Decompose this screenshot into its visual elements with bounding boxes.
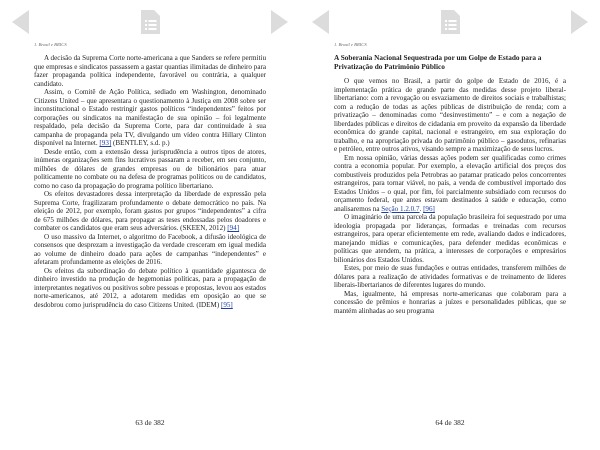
paragraph: Em nossa opinião, várias dessas ações podem ser qualificadas como crimes contra a economia popular. Por exemplo, a elevação artificial dos preços dos combustíveis produzidos pela Petrobras ao patamar praticado pelos concorrentes estrangeiros, para tornar viável, no país, a venda de combustível importado dos Estados Unidos – o qual, por fim, foi parcialmente subsidiado com recursos do orçamento federal, que antes estavam destinados à saúde e educação, como analisaremos na Seção 1.2.0.7. [96] xyxy=(334,153,566,213)
chevron-right-icon xyxy=(568,9,590,35)
chevron-left-icon xyxy=(10,9,32,35)
paragraph-text: Assim, o Comitê de Ação Política, sediado em Washington, denominado Citizens United – que apresentara o questionamento à Justiça em 2008 sobre ser inconstitucional o Estado restringir gastos políticos “independentes” feitos por corporações ou sindicatos na manifestação de sua opinião – foi legalmente respaldado, pela decisão da Suprema Corte, para dar continuidade à sua campanha de propaganda pela TV, divulgando um vídeo contra Hillary Clinton disponível na Internet. xyxy=(34,88,266,147)
running-head: 1. Brasil e BRICS xyxy=(334,42,367,47)
next-page-button[interactable] xyxy=(566,8,592,36)
paragraph-text: Em nossa opinião, várias dessas ações podem ser qualificadas como crimes contra a economia popular. Por exemplo, a elevação artificial dos preços dos combustíveis produzidos pela Petrobras ao patamar praticado pelos concorrentes estrangeiros, para tornar viável, no país, a venda de combustível importado dos Estados Unidos – o qual, por fim, foi parcialmente subsidiado com recursos do orçamento federal, que antes estavam destinados à saúde e educação, como analisaremos na xyxy=(334,153,566,213)
chevron-right-icon xyxy=(268,9,290,35)
previous-page-button[interactable] xyxy=(308,8,334,36)
next-page-button[interactable] xyxy=(266,8,292,36)
paragraph: Mas, igualmente, há empresas norte-americanas que colaboram para a concessão de prêmios e honrarias a juízes e personalidades públicas, que se mantém alinhadas ao seu programa xyxy=(334,289,566,315)
contents-menu-button[interactable] xyxy=(437,8,463,36)
list-menu-icon xyxy=(438,9,462,35)
paragraph: A decisão da Suprema Corte norte-americana a que Sanders se refere permitiu que empresas e sindicatos passassem a gastar quantias ilimitadas de dinheiro para fazer propaganda política independente, favorável ou contrária, a qualquer candidato. xyxy=(34,54,266,88)
left-body-text xyxy=(34,54,266,309)
page-number: 63 de 382 xyxy=(135,418,165,427)
citation-text: (BENTLEY, s.d. p.) xyxy=(111,139,170,147)
paragraph: Estes, por meio de suas fundações e outras entidades, transferem milhões de dólares para a realização de atividades formativas e de treinamento de líderes liberais-libertarianos de diferentes lugares do mundo. xyxy=(334,264,566,290)
section-link[interactable]: Seção 1.2.0.7 xyxy=(381,204,420,213)
paragraph xyxy=(34,88,266,148)
paragraph xyxy=(34,190,266,233)
paragraph: O imaginário de uma parcela da população brasileira foi sequestrado por uma ideologia propagada por lideranças, formadas e treinadas com recursos estrangeiros, para operar eficientemente em rede, avaliando dados e indicadores, manejando mídias e comunicações, para defender medidas econômicas e políticas que atendem, na prática, a interesses de corporações e empresários bilionários dos Estados Unidos. xyxy=(334,213,566,264)
footnote-link-93[interactable]: [93] xyxy=(99,139,112,147)
contents-menu-button[interactable] xyxy=(137,8,163,36)
list-menu-icon xyxy=(138,9,162,35)
chevron-left-icon xyxy=(310,9,332,35)
footnote-link-96[interactable]: [96] xyxy=(423,204,435,213)
page-number: 64 de 382 xyxy=(435,418,465,427)
footnote-link-94[interactable]: [94] xyxy=(227,224,240,232)
paragraph xyxy=(34,267,266,310)
running-head: 1. Brasil e BRICS xyxy=(34,42,67,47)
section-heading: A Soberania Nacional Sequestrada por um Golpe de Estado para a Privatização do Patrimônio Público xyxy=(334,53,542,71)
right-body-text xyxy=(334,54,566,315)
paragraph-text: Os efeitos da subordinação do debate político à quantidade gigantesca de dinheiro investido na produção de hegemonias políticas, para a propagação de interpretantes negativos ou positivos sobre pessoas e propostas, levou aos estados norte-americanos, até 2012, a adotarem medidas em oposição ao que se desdobrou como jurisprudência do caso Citizens United. (IDEM) xyxy=(34,266,266,309)
footnote-link-95[interactable]: [95] xyxy=(220,300,233,309)
previous-page-button[interactable] xyxy=(8,8,34,36)
paragraph: O uso massivo da Internet, o algoritmo do Facebook, a difusão ideológica de consensos que desprezam a investigação da verdade cresceram em igual medida ao volume de dinheiro doado para ações de campanhas “independentes” e afetaram profundamente as eleições de 2016. xyxy=(34,232,266,266)
right-page xyxy=(300,0,600,450)
paragraph: O que vemos no Brasil, a partir do golpe de Estado de 2016, é a implementação prática de grande parte das medidas desse projeto liberal-libertariano: com a revogação ou esvaziamento de direitos sociais e trabalhistas; com a redução de todas as ações públicas de distribuição de renda; com a privatização – denominadas como “desinvestimento” – e com a negação de liberdades públicas e direitos de cidadania em proveito da expansão da liberdade econômica do grande capital, nacional e estrangeiro, em sua exploração do trabalho, e na apropriação privada do patrimônio público – gasodutos, refinarias e petróleo, entre outros ativos, visando sempre a maximização de seus lucros. xyxy=(334,77,566,154)
paragraph-text: Os efeitos devastadores dessa interpretação da liberdade de expressão pela Suprema Corte, fragilizaram profundamente o debate democrático no país. Na eleição de 2012, por exemplo, foram gastos por grupos “independentes” a cifra de 675 milhões de dólares, para propagar as teses endossadas pelos doadores e combater os candidatos que eram seus adversários. (SKEEN, 2012) xyxy=(34,190,266,232)
paragraph: Desde então, com a extensão dessa jurisprudência a outros tipos de atores, inúmeras organizações sem fins lucrativos passaram a receber, em seu conjunto, milhões de dólares de grandes empresas ou de bilionários para atuar politicamente no combate ou na defesa de programas políticos ou de candidatos, como no caso da propagação do programa político libertariano. xyxy=(34,147,266,190)
